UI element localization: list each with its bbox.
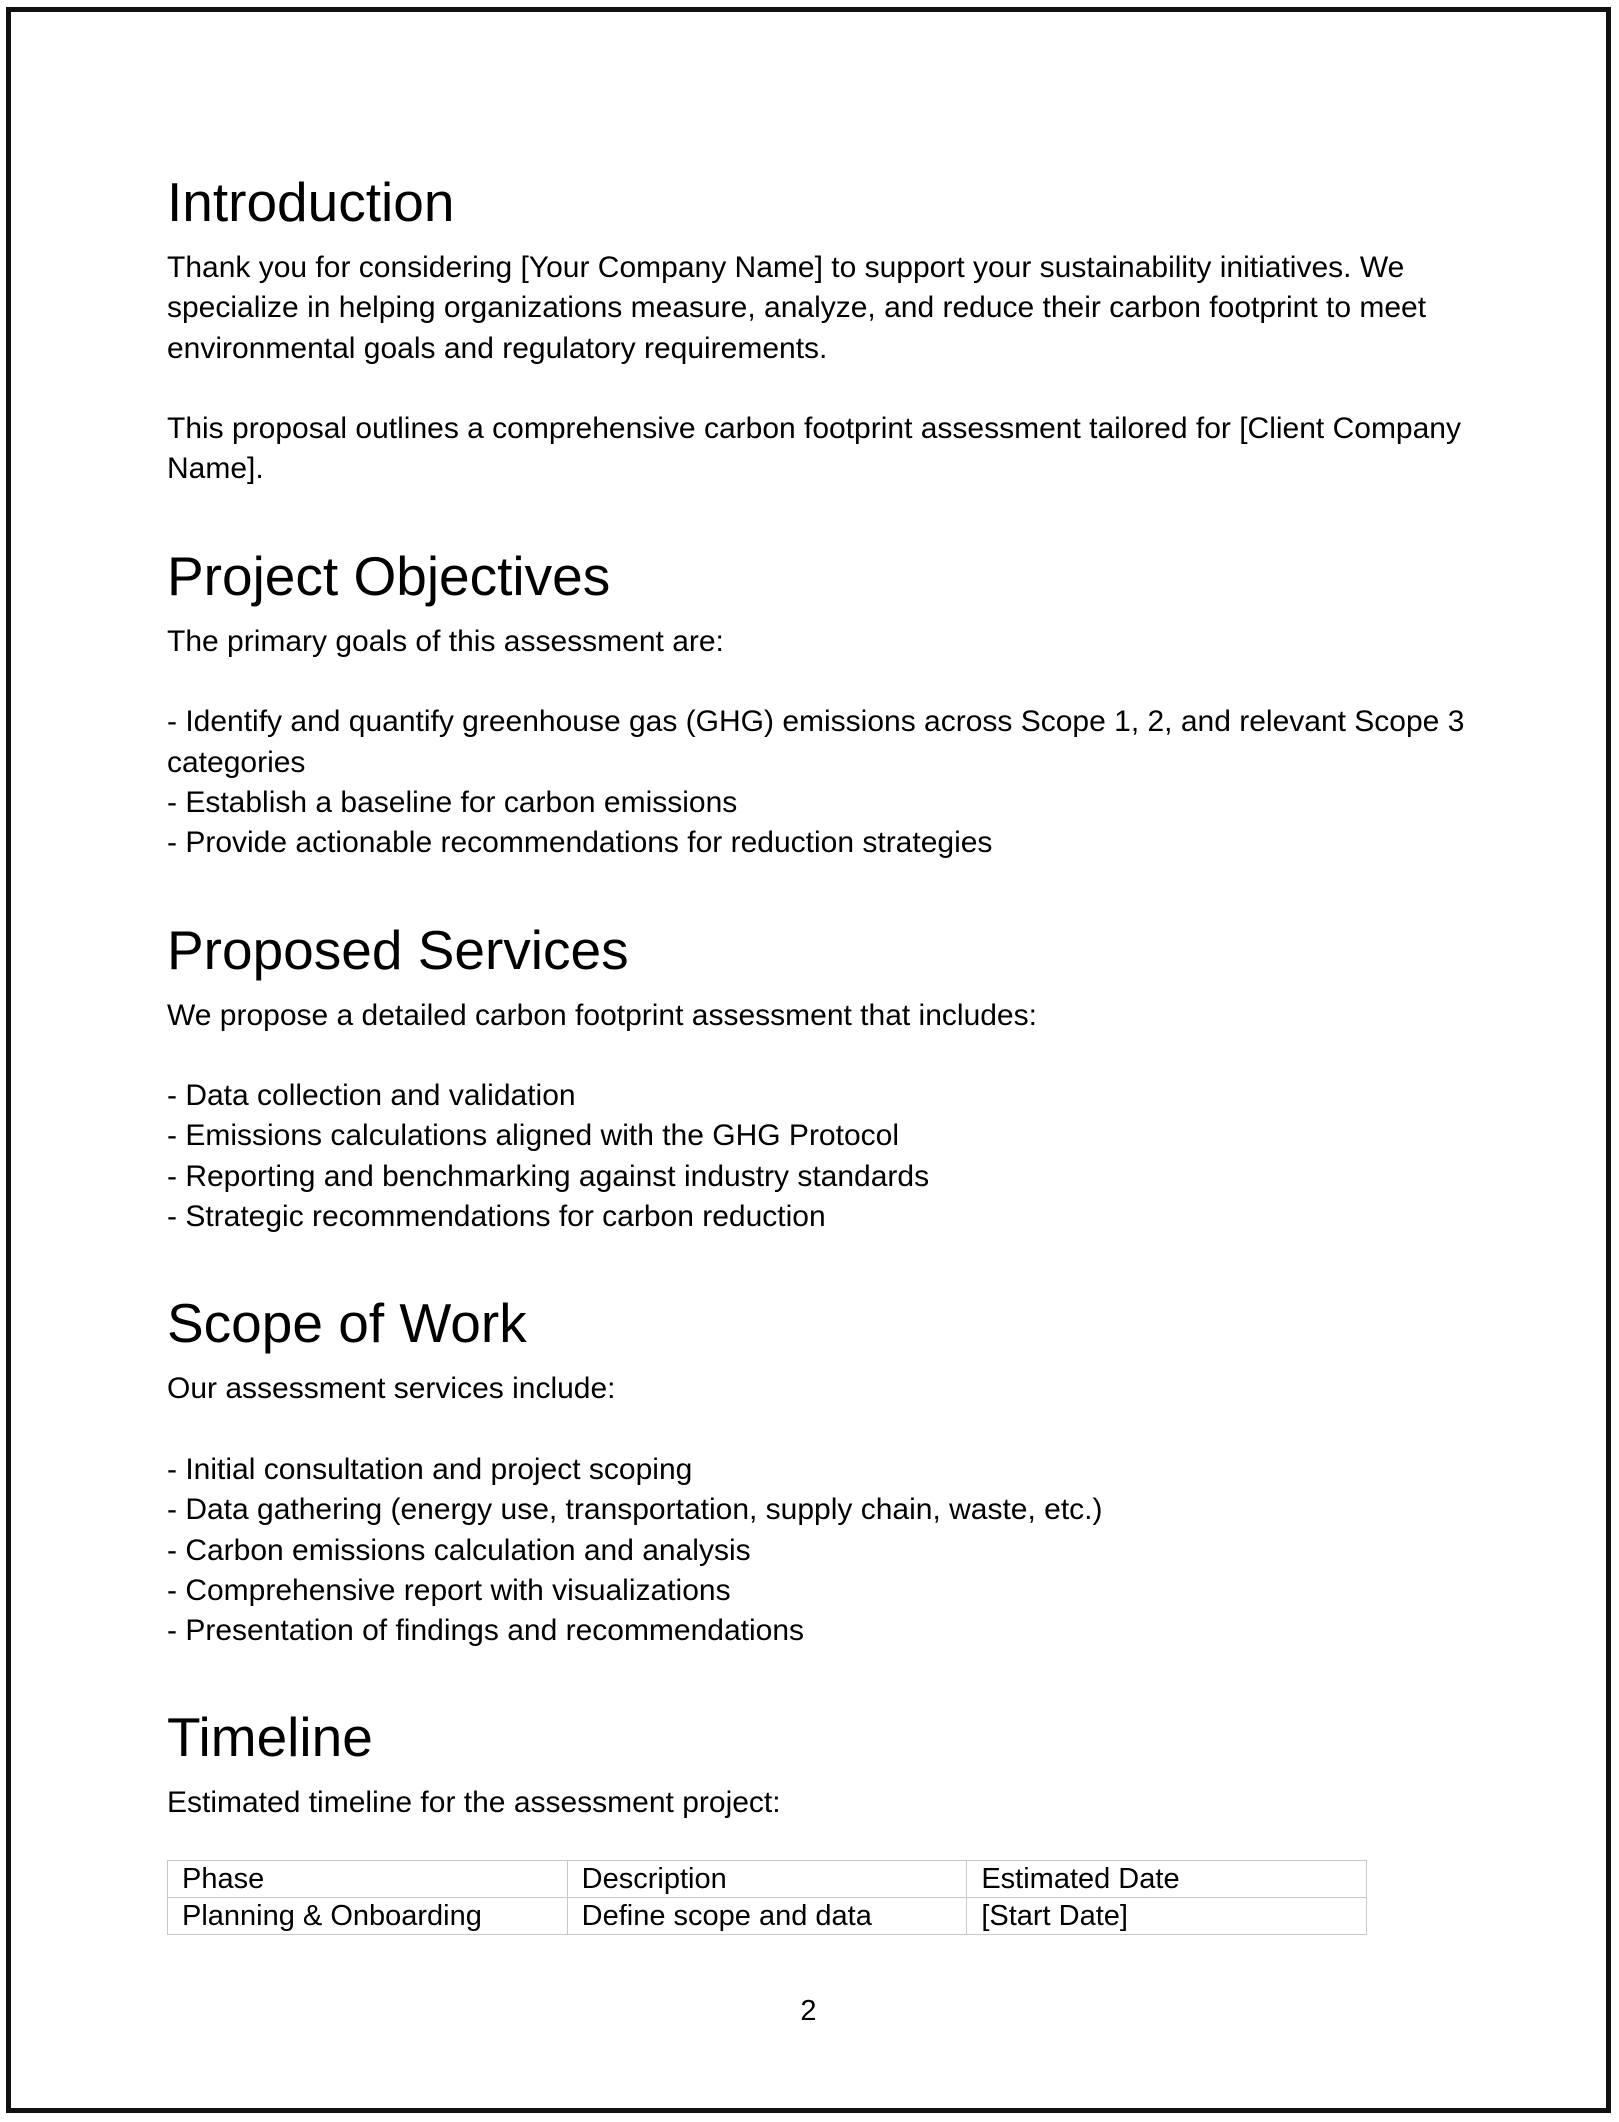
- list-item: - Data gathering (energy use, transportation, supply chain, waste, etc.): [167, 1493, 1103, 1527]
- page-number: 2: [800, 1995, 817, 2027]
- scope-of-work-intro: Our assessment services include:: [167, 1372, 616, 1406]
- introduction-paragraph-2: This proposal outlines a comprehensive carbon footprint assessment tailored for [Client Company Name].: [167, 412, 1461, 486]
- list-item: - Comprehensive report with visualizations: [167, 1573, 731, 1607]
- list-item: - Provide actionable recommendations for reduction strategies: [167, 826, 993, 860]
- page-content: [167, 170, 1467, 1935]
- document-page: [6, 7, 1611, 2113]
- section-scope-of-work: [167, 1291, 1467, 1651]
- project-objectives-heading: Project Objectives: [167, 544, 611, 607]
- list-item: - Carbon emissions calculation and analysis: [167, 1533, 751, 1567]
- list-item: - Emissions calculations aligned with the GHG Protocol: [167, 1119, 899, 1153]
- table-header-cell: Estimated Date: [967, 1860, 1367, 1897]
- list-item: - Identify and quantify greenhouse gas (GHG) emissions across Scope 1, 2, and relevant Scope 3 categories: [167, 705, 1465, 779]
- proposed-services-list: [167, 1076, 1467, 1237]
- list-item: - Establish a baseline for carbon emissions: [167, 785, 738, 819]
- section-introduction: [167, 170, 1467, 490]
- section-proposed-services: [167, 918, 1467, 1238]
- list-item: - Data collection and validation: [167, 1079, 576, 1113]
- proposed-services-heading: Proposed Services: [167, 918, 629, 981]
- table-row: [168, 1897, 1367, 1934]
- introduction-paragraph-1: Thank you for considering [Your Company Name] to support your sustainability initiatives. We specialize in helping organizations measure, analyze, and reduce their carbon footprint to meet environmental goals and regulatory requirements.: [167, 251, 1427, 365]
- timeline-table: [167, 1860, 1367, 1935]
- proposed-services-intro: We propose a detailed carbon footprint assessment that includes:: [167, 998, 1037, 1032]
- table-header-cell: Phase: [168, 1860, 568, 1897]
- section-project-objectives: [167, 544, 1467, 864]
- table-cell: Define scope and data: [567, 1897, 967, 1934]
- timeline-intro: Estimated timeline for the assessment project:: [167, 1786, 781, 1820]
- project-objectives-intro: The primary goals of this assessment are:: [167, 624, 724, 658]
- project-objectives-list: [167, 702, 1467, 863]
- table-cell: Planning & Onboarding: [168, 1897, 568, 1934]
- list-item: - Initial consultation and project scoping: [167, 1452, 693, 1486]
- timeline-heading: Timeline: [167, 1706, 373, 1769]
- scope-of-work-heading: Scope of Work: [167, 1292, 527, 1355]
- section-timeline: [167, 1705, 1467, 1934]
- table-cell: [Start Date]: [967, 1897, 1367, 1934]
- list-item: - Strategic recommendations for carbon reduction: [167, 1200, 826, 1234]
- list-item: - Reporting and benchmarking against industry standards: [167, 1159, 930, 1193]
- table-header-cell: Description: [567, 1860, 967, 1897]
- introduction-heading: Introduction: [167, 171, 455, 233]
- scope-of-work-list: [167, 1450, 1467, 1651]
- table-header-row: [168, 1860, 1367, 1897]
- list-item: - Presentation of findings and recommendations: [167, 1614, 805, 1648]
